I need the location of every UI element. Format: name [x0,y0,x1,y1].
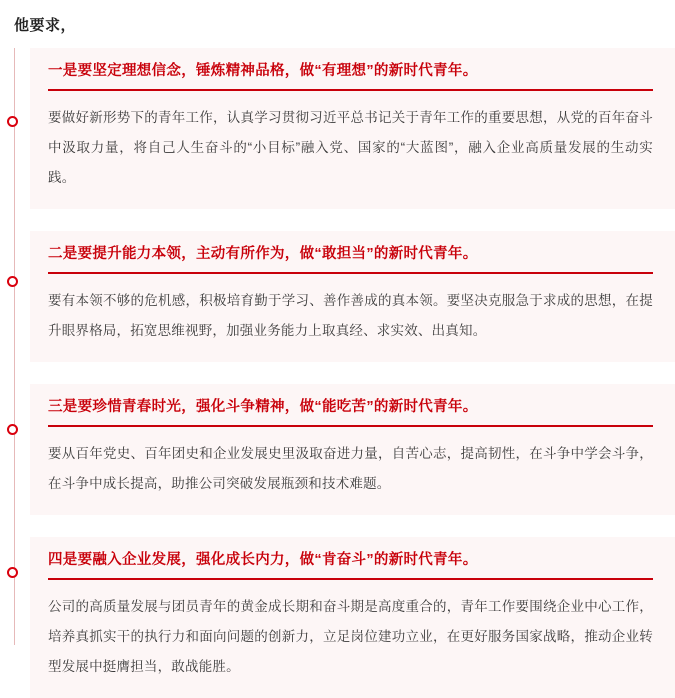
sections-list [30,48,675,698]
intro-paragraph: 他要求， [14,17,77,34]
timeline-dot-2 [7,276,18,287]
section-item [30,231,675,362]
timeline-dot-3 [7,424,18,435]
section-body: 公司的高质量发展与团员青年的黄金成长期和奋斗期是高度重合的，青年工作要围绕企业中心工作，培养真抓实干的执行力和面向问题的创新力，立足岗位建功立业，在更好服务国家战略，推动企业转型发展中挺膺担当，敢战能胜。 [48,599,653,674]
section-item [30,48,675,209]
section-divider [30,209,675,231]
section-item [30,537,675,698]
section-divider [30,362,675,384]
section-body: 要做好新形势下的青年工作，认真学习贯彻习近平总书记关于青年工作的重要思想，从党的百年奋斗中汲取力量，将自己人生奋斗的“小目标”融入党、国家的“大蓝图”，融入企业高质量发展的生动实践。 [48,110,653,185]
section-title: 二是要提升能力本领，主动有所作为，做“敢担当”的新时代青年。 [48,241,653,274]
timeline-dot-1 [7,116,18,127]
section-body: 要有本领不够的危机感，积极培育勤于学习、善作善成的真本领。要坚决克服急于求成的思想，在提升眼界格局，拓宽思维视野，加强业务能力上取真经、求实效、出真知。 [48,293,653,338]
section-item [30,384,675,515]
section-divider [30,515,675,537]
timeline-dot-4 [7,567,18,578]
section-title: 三是要珍惜青春时光，强化斗争精神，做“能吃苦”的新时代青年。 [48,394,653,427]
section-body: 要从百年党史、百年团史和企业发展史里汲取奋进力量，自苦心志，提高韧性，在斗争中学会斗争，在斗争中成长提高，助推公司突破发展瓶颈和技术难题。 [48,446,653,491]
section-title: 一是要坚定理想信念，锤炼精神品格，做“有理想”的新时代青年。 [48,58,653,91]
timeline-rail [14,48,15,645]
section-title: 四是要融入企业发展，强化成长内力，做“肯奋斗”的新时代青年。 [48,547,653,580]
